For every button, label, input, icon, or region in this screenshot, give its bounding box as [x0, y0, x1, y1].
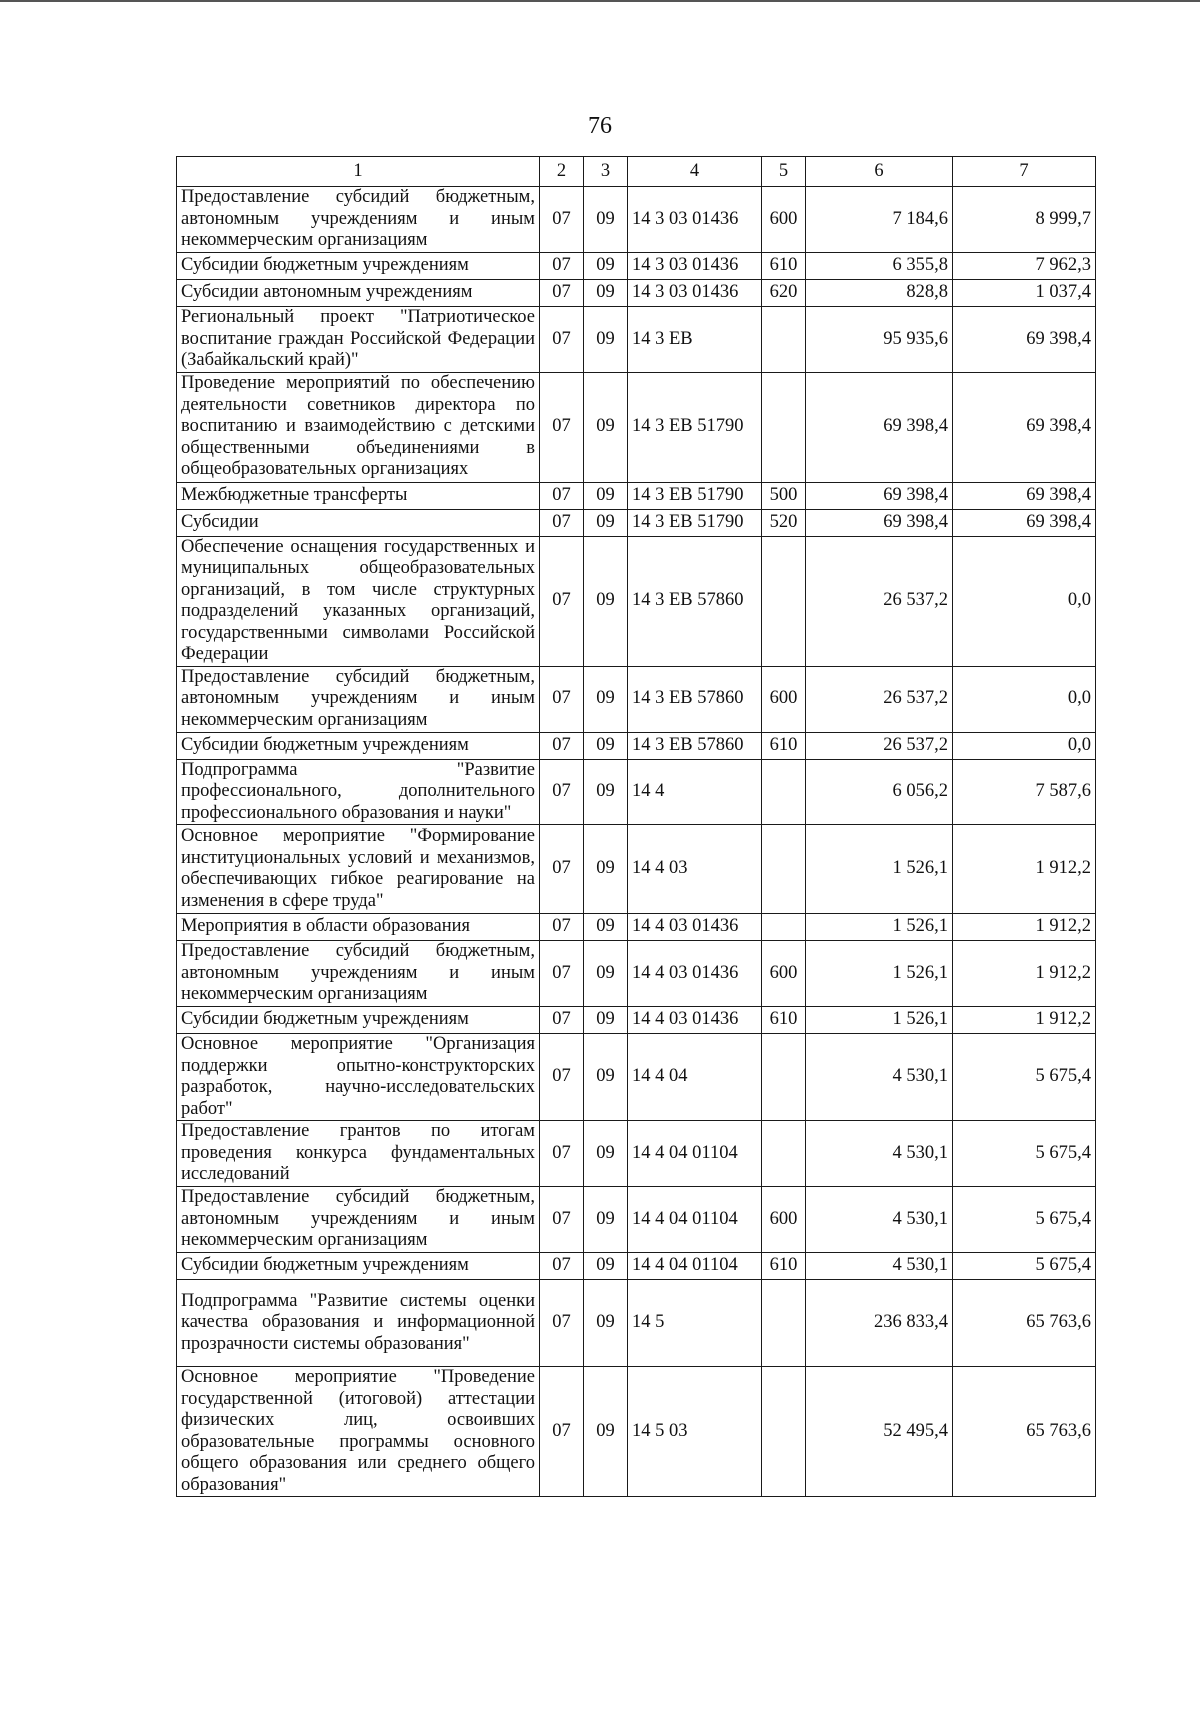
table-row — [177, 941, 1096, 1007]
target-article-code: 14 3 EB — [628, 307, 762, 373]
subsection-code: 09 — [584, 914, 628, 941]
table-row — [177, 1007, 1096, 1034]
section-code: 07 — [540, 759, 584, 825]
expense-type-code — [762, 1280, 806, 1367]
subsection-code: 09 — [584, 1007, 628, 1034]
expense-type-code: 600 — [762, 941, 806, 1007]
target-article-code: 14 3 03 01436 — [628, 187, 762, 253]
column-header: 7 — [953, 157, 1096, 187]
expense-type-code: 610 — [762, 253, 806, 280]
expense-type-code — [762, 759, 806, 825]
subsection-code: 09 — [584, 187, 628, 253]
amount-year-1: 26 537,2 — [806, 666, 953, 732]
amount-year-1: 26 537,2 — [806, 732, 953, 759]
target-article-code: 14 3 EB 51790 — [628, 372, 762, 482]
expense-type-code — [762, 307, 806, 373]
row-name: Проведение мероприятий по обеспечению деятельности советников директора по воспитанию и взаимодействию с детскими общественными объединениями в общеобразовательных организациях — [177, 372, 540, 482]
expense-type-code: 620 — [762, 280, 806, 307]
row-name: Предоставление субсидий бюджетным, автономным учреждениям и иным некоммерческим организациям — [177, 187, 540, 253]
table-row — [177, 482, 1096, 509]
table-row — [177, 1034, 1096, 1121]
table-row — [177, 372, 1096, 482]
target-article-code: 14 4 04 01104 — [628, 1121, 762, 1187]
amount-year-1: 95 935,6 — [806, 307, 953, 373]
subsection-code: 09 — [584, 666, 628, 732]
section-code: 07 — [540, 372, 584, 482]
amount-year-1: 4 530,1 — [806, 1121, 953, 1187]
subsection-code: 09 — [584, 825, 628, 914]
subsection-code: 09 — [584, 509, 628, 536]
subsection-code: 09 — [584, 1253, 628, 1280]
section-code: 07 — [540, 825, 584, 914]
section-code: 07 — [540, 1367, 584, 1497]
subsection-code: 09 — [584, 1187, 628, 1253]
row-name: Подпрограмма "Развитие профессионального, дополнительного профессионального образования и науки" — [177, 759, 540, 825]
row-name: Основное мероприятие "Формирование институциональных условий и механизмов, обеспечивающих гибкое реагирование на изменения в сфере труда" — [177, 825, 540, 914]
amount-year-1: 69 398,4 — [806, 372, 953, 482]
amount-year-1: 26 537,2 — [806, 536, 953, 666]
subsection-code: 09 — [584, 372, 628, 482]
table-row — [177, 280, 1096, 307]
expense-type-code: 600 — [762, 666, 806, 732]
table-row — [177, 1280, 1096, 1367]
amount-year-2: 0,0 — [953, 536, 1096, 666]
column-header: 6 — [806, 157, 953, 187]
subsection-code: 09 — [584, 536, 628, 666]
target-article-code: 14 4 03 01436 — [628, 1007, 762, 1034]
table-row — [177, 1187, 1096, 1253]
target-article-code: 14 4 — [628, 759, 762, 825]
amount-year-2: 5 675,4 — [953, 1253, 1096, 1280]
table-row — [177, 187, 1096, 253]
amount-year-1: 69 398,4 — [806, 482, 953, 509]
amount-year-2: 5 675,4 — [953, 1121, 1096, 1187]
target-article-code: 14 3 EB 57860 — [628, 536, 762, 666]
row-name: Основное мероприятие "Проведение государственной (итоговой) аттестации физических лиц, освоивших образовательные программы основного общего образования или среднего общего образования" — [177, 1367, 540, 1497]
row-name: Субсидии бюджетным учреждениям — [177, 253, 540, 280]
target-article-code: 14 3 03 01436 — [628, 253, 762, 280]
target-article-code: 14 4 04 01104 — [628, 1187, 762, 1253]
table-row — [177, 307, 1096, 373]
amount-year-1: 1 526,1 — [806, 914, 953, 941]
section-code: 07 — [540, 732, 584, 759]
amount-year-2: 1 912,2 — [953, 1007, 1096, 1034]
row-name: Субсидии бюджетным учреждениям — [177, 1253, 540, 1280]
expense-type-code: 600 — [762, 187, 806, 253]
amount-year-1: 7 184,6 — [806, 187, 953, 253]
table-row — [177, 1253, 1096, 1280]
amount-year-1: 1 526,1 — [806, 825, 953, 914]
column-header: 2 — [540, 157, 584, 187]
amount-year-2: 69 398,4 — [953, 482, 1096, 509]
section-code: 07 — [540, 509, 584, 536]
subsection-code: 09 — [584, 1034, 628, 1121]
top-rule — [0, 0, 1200, 2]
target-article-code: 14 4 03 — [628, 825, 762, 914]
column-header: 5 — [762, 157, 806, 187]
subsection-code: 09 — [584, 253, 628, 280]
row-name: Основное мероприятие "Организация поддержки опытно-конструкторских разработок, научно-исследовательских работ" — [177, 1034, 540, 1121]
subsection-code: 09 — [584, 941, 628, 1007]
target-article-code: 14 4 04 — [628, 1034, 762, 1121]
section-code: 07 — [540, 1007, 584, 1034]
subsection-code: 09 — [584, 307, 628, 373]
row-name: Предоставление субсидий бюджетным, автономным учреждениям и иным некоммерческим организациям — [177, 1187, 540, 1253]
amount-year-1: 4 530,1 — [806, 1034, 953, 1121]
amount-year-2: 7 587,6 — [953, 759, 1096, 825]
amount-year-2: 5 675,4 — [953, 1034, 1096, 1121]
section-code: 07 — [540, 482, 584, 509]
expense-type-code: 600 — [762, 1187, 806, 1253]
section-code: 07 — [540, 1034, 584, 1121]
amount-year-2: 0,0 — [953, 666, 1096, 732]
amount-year-2: 1 912,2 — [953, 914, 1096, 941]
target-article-code: 14 4 04 01104 — [628, 1253, 762, 1280]
target-article-code: 14 3 EB 57860 — [628, 666, 762, 732]
row-name: Предоставление субсидий бюджетным, автономным учреждениям и иным некоммерческим организациям — [177, 941, 540, 1007]
table-row — [177, 1121, 1096, 1187]
amount-year-1: 6 355,8 — [806, 253, 953, 280]
target-article-code: 14 4 03 01436 — [628, 941, 762, 1007]
row-name: Обеспечение оснащения государственных и муниципальных общеобразовательных организаций, в том числе структурных подразделений указанных организаций, государственными символами Российской Федерации — [177, 536, 540, 666]
row-name: Мероприятия в области образования — [177, 914, 540, 941]
expense-type-code: 520 — [762, 509, 806, 536]
section-code: 07 — [540, 941, 584, 1007]
table-row — [177, 666, 1096, 732]
column-header: 1 — [177, 157, 540, 187]
table-row — [177, 825, 1096, 914]
amount-year-1: 6 056,2 — [806, 759, 953, 825]
target-article-code: 14 3 EB 51790 — [628, 482, 762, 509]
section-code: 07 — [540, 914, 584, 941]
row-name: Предоставление субсидий бюджетным, автономным учреждениям и иным некоммерческим организациям — [177, 666, 540, 732]
amount-year-2: 7 962,3 — [953, 253, 1096, 280]
section-code: 07 — [540, 307, 584, 373]
amount-year-2: 8 999,7 — [953, 187, 1096, 253]
target-article-code: 14 4 03 01436 — [628, 914, 762, 941]
subsection-code: 09 — [584, 1367, 628, 1497]
expense-type-code — [762, 536, 806, 666]
header-row — [177, 157, 1096, 187]
target-article-code: 14 3 EB 51790 — [628, 509, 762, 536]
amount-year-1: 236 833,4 — [806, 1280, 953, 1367]
target-article-code: 14 5 03 — [628, 1367, 762, 1497]
amount-year-1: 69 398,4 — [806, 509, 953, 536]
section-code: 07 — [540, 187, 584, 253]
amount-year-1: 52 495,4 — [806, 1367, 953, 1497]
expense-type-code — [762, 825, 806, 914]
subsection-code: 09 — [584, 1121, 628, 1187]
section-code: 07 — [540, 1187, 584, 1253]
amount-year-2: 1 912,2 — [953, 941, 1096, 1007]
amount-year-2: 69 398,4 — [953, 509, 1096, 536]
amount-year-1: 1 526,1 — [806, 941, 953, 1007]
amount-year-2: 69 398,4 — [953, 307, 1096, 373]
amount-year-1: 828,8 — [806, 280, 953, 307]
expense-type-code: 500 — [762, 482, 806, 509]
expense-type-code — [762, 372, 806, 482]
row-name: Предоставление грантов по итогам проведения конкурса фундаментальных исследований — [177, 1121, 540, 1187]
target-article-code: 14 3 03 01436 — [628, 280, 762, 307]
table-row — [177, 759, 1096, 825]
expense-type-code — [762, 1367, 806, 1497]
amount-year-2: 1 912,2 — [953, 825, 1096, 914]
section-code: 07 — [540, 666, 584, 732]
page-number: 76 — [588, 113, 612, 139]
subsection-code: 09 — [584, 1280, 628, 1367]
row-name: Межбюджетные трансферты — [177, 482, 540, 509]
amount-year-2: 0,0 — [953, 732, 1096, 759]
row-name: Субсидии — [177, 509, 540, 536]
row-name: Подпрограмма "Развитие системы оценки качества образования и информационной прозрачности системы образования" — [177, 1280, 540, 1367]
target-article-code: 14 5 — [628, 1280, 762, 1367]
column-header: 4 — [628, 157, 762, 187]
section-code: 07 — [540, 253, 584, 280]
table-row — [177, 732, 1096, 759]
budget-table — [176, 156, 1096, 1497]
row-name: Субсидии автономным учреждениям — [177, 280, 540, 307]
amount-year-2: 69 398,4 — [953, 372, 1096, 482]
table-row — [177, 914, 1096, 941]
amount-year-2: 65 763,6 — [953, 1280, 1096, 1367]
amount-year-2: 1 037,4 — [953, 280, 1096, 307]
amount-year-1: 4 530,1 — [806, 1253, 953, 1280]
amount-year-1: 4 530,1 — [806, 1187, 953, 1253]
expense-type-code — [762, 1121, 806, 1187]
column-header: 3 — [584, 157, 628, 187]
section-code: 07 — [540, 536, 584, 666]
target-article-code: 14 3 EB 57860 — [628, 732, 762, 759]
subsection-code: 09 — [584, 280, 628, 307]
row-name: Субсидии бюджетным учреждениям — [177, 1007, 540, 1034]
amount-year-1: 1 526,1 — [806, 1007, 953, 1034]
subsection-code: 09 — [584, 732, 628, 759]
section-code: 07 — [540, 1280, 584, 1367]
table-row — [177, 1367, 1096, 1497]
expense-type-code — [762, 914, 806, 941]
section-code: 07 — [540, 280, 584, 307]
expense-type-code — [762, 1034, 806, 1121]
subsection-code: 09 — [584, 759, 628, 825]
row-name: Субсидии бюджетным учреждениям — [177, 732, 540, 759]
subsection-code: 09 — [584, 482, 628, 509]
section-code: 07 — [540, 1121, 584, 1187]
row-name: Региональный проект "Патриотическое воспитание граждан Российской Федерации (Забайкальский край)" — [177, 307, 540, 373]
table-row — [177, 536, 1096, 666]
expense-type-code: 610 — [762, 732, 806, 759]
expense-type-code: 610 — [762, 1007, 806, 1034]
table-row — [177, 509, 1096, 536]
amount-year-2: 65 763,6 — [953, 1367, 1096, 1497]
expense-type-code: 610 — [762, 1253, 806, 1280]
table-row — [177, 253, 1096, 280]
amount-year-2: 5 675,4 — [953, 1187, 1096, 1253]
section-code: 07 — [540, 1253, 584, 1280]
